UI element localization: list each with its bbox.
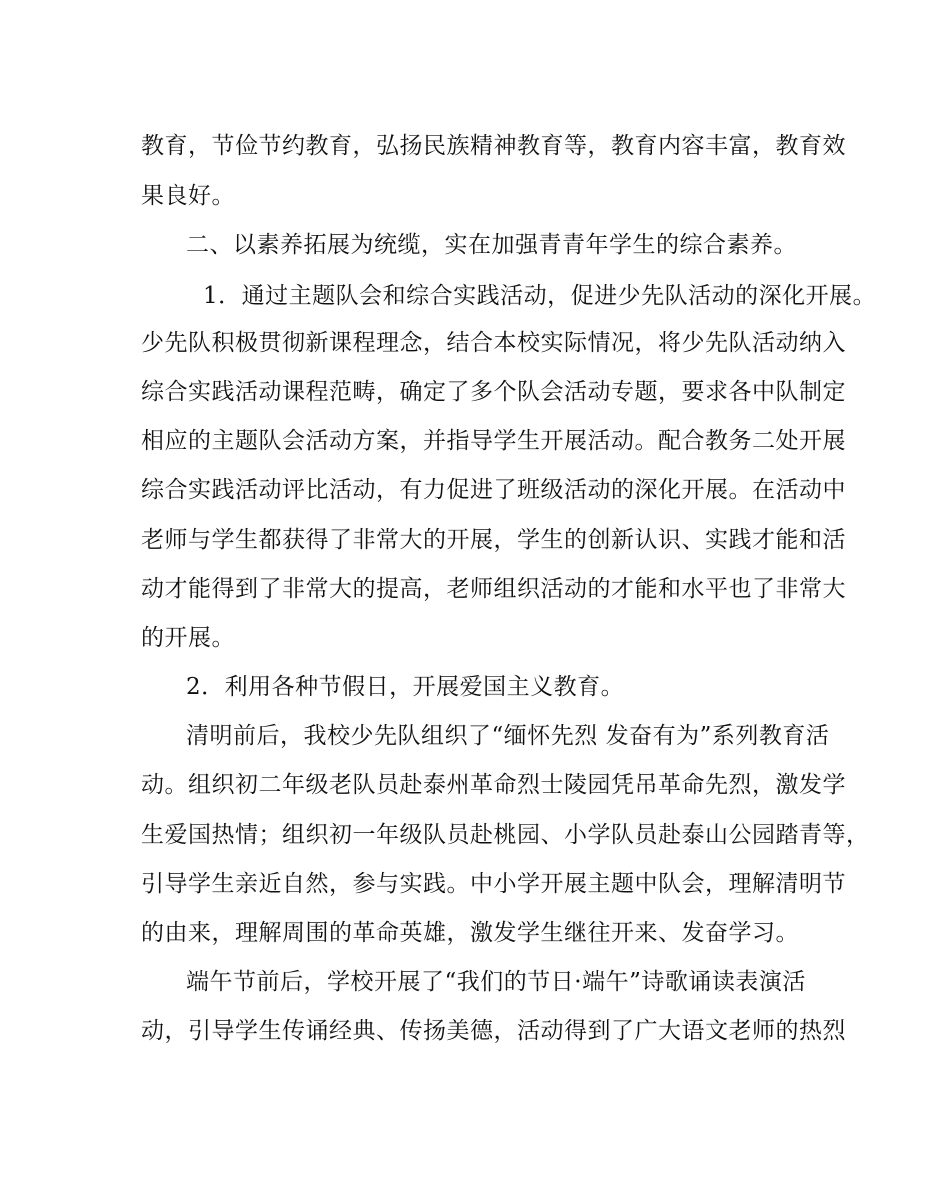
text-line: 动，引导学生传诵经典、传扬美德，活动得到了广大语文老师的热烈 [141, 1018, 846, 1044]
text-line: 引导学生亲近自然，参与实践。中小学开展主题中队会，理解清明节 [141, 871, 846, 897]
text-line: 少先队积极贯彻新课程理念，结合本校实际情况，将少先队活动纳入 [141, 330, 846, 356]
text-line: 果良好。 [141, 183, 235, 209]
text-line: 的由来，理解周围的革命英雄，激发学生继往开来、发奋学习。 [141, 920, 799, 946]
text-line: 端午节前后，学校开展了“我们的节日·端午”诗歌诵读表演活 [186, 969, 806, 995]
text-line: 综合实践活动评比活动，有力促进了班级活动的深化开展。在活动中 [141, 477, 846, 503]
text-line: 生爱国热情；组织初一年级队员赴桃园、小学队员赴泰山公园踏青等， [141, 822, 870, 848]
text-line: 的开展。 [141, 625, 235, 651]
text-line: 动。组织初二年级老队员赴泰州革命烈士陵园凭吊革命先烈，激发学 [141, 772, 846, 798]
subsection-heading: 2．利用各种节假日，开展爱国主义教育。 [186, 674, 625, 700]
section-heading: 二、以素养拓展为统缆，实在加强青青年学生的综合素养。 [186, 232, 797, 258]
text-line: 清明前后，我校少先队组织了“缅怀先烈 发奋有为”系列教育活 [186, 723, 830, 749]
subsection-heading: 1．通过主题队会和综合实践活动，促进少先队活动的深化开展。 [203, 283, 877, 309]
text-line: 相应的主题队会活动方案，并指导学生开展活动。配合教务二处开展 [141, 428, 846, 454]
text-line: 综合实践活动课程范畴，确定了多个队会活动专题，要求各中队制定 [141, 379, 846, 405]
text-line: 老师与学生都获得了非常大的开展，学生的创新认识、实践才能和活 [141, 527, 846, 553]
text-line: 动才能得到了非常大的提高，老师组织活动的才能和水平也了非常大 [141, 576, 846, 602]
text-line: 教育，节俭节约教育，弘扬民族精神教育等，教育内容丰富，教育效 [141, 133, 846, 159]
